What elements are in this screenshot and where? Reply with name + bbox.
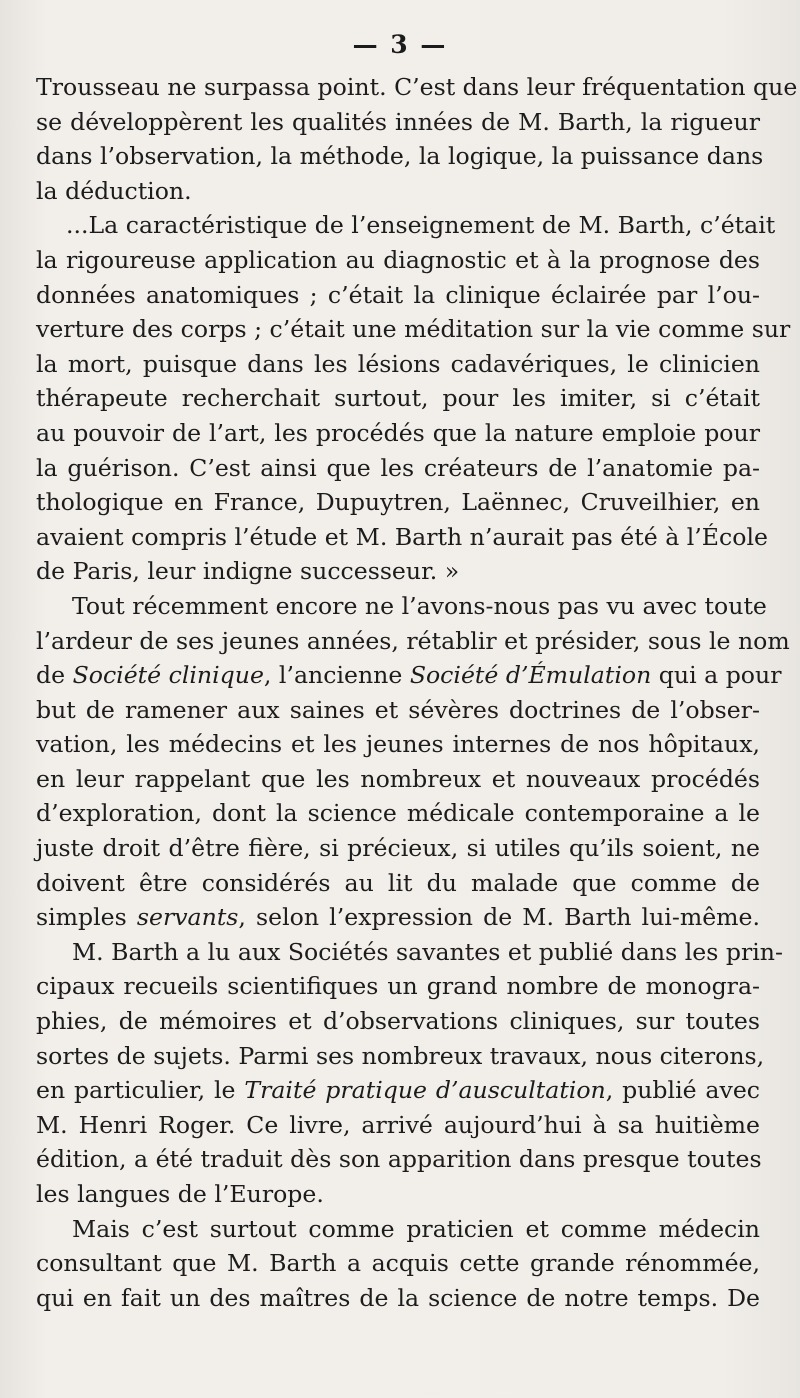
text-line: en leur rappelant que les nombreux et nouveaux procédés: [36, 764, 760, 793]
italic-title: servants: [136, 903, 239, 932]
text-line: [36, 900, 760, 935]
text-line: M. Henri Roger. Ce livre, arrivé aujourd’hui à sa huitième: [36, 1110, 760, 1139]
text-line: au pouvoir de l’art, les procédés que la nature emploie pour: [36, 418, 760, 447]
body-text: [36, 70, 798, 1315]
text-line: la rigoureuse application au diagnostic et à la prognose des: [36, 245, 760, 274]
text-line: verture des corps ; c’était une méditation sur la vie comme sur: [36, 315, 791, 344]
text-line: ...La caractéristique de l’enseignement de M. Barth, c’était: [66, 211, 776, 240]
text-segment: simples: [36, 903, 137, 932]
text-line: thologique en France, Dupuytren, Laënnec, Cruveilhier, en: [36, 488, 760, 517]
text-line: se développèrent les qualités innées de M. Barth, la rigueur: [36, 107, 760, 136]
italic-title: Société d’Émulation: [409, 661, 652, 690]
text-segment: , selon l’expression de M. Barth lui-même.: [238, 903, 760, 932]
text-line: édition, a été traduit dès son apparition dans presque toutes: [36, 1145, 762, 1174]
page-number: — 3 —: [352, 30, 448, 59]
italic-title: Traité pratique d’auscultation: [244, 1076, 606, 1105]
text-line: [36, 658, 782, 693]
text-segment: qui a pour: [651, 661, 782, 690]
text-line: données anatomiques ; c’était la clinique éclairée par l’ou-: [36, 280, 760, 309]
text-line: d’exploration, dont la science médicale contemporaine a le: [36, 799, 760, 828]
text-line: cipaux recueils scientifiques un grand nombre de monogra-: [36, 972, 760, 1001]
text-line: Trousseau ne surpassa point. C’est dans leur fréquentation que: [36, 73, 798, 101]
text-segment: de: [36, 661, 73, 690]
text-line: Tout récemment encore ne l’avons-nous pas vu avec toute: [72, 591, 767, 620]
text-line: consultant que M. Barth a acquis cette grande rénommée,: [36, 1249, 760, 1278]
text-line: la mort, puisque dans les lésions cadavériques, le clinicien: [36, 349, 760, 378]
text-line: qui en fait un des maîtres de la science de notre temps. De: [36, 1283, 760, 1312]
text-line: [36, 1073, 760, 1108]
text-line: M. Barth a lu aux Sociétés savantes et publié dans les prin-: [72, 937, 783, 966]
text-line: sortes de sujets. Parmi ses nombreux travaux, nous citerons,: [36, 1041, 765, 1070]
text-segment: , l’ancienne: [263, 661, 410, 690]
text-line: les langues de l’Europe.: [36, 1180, 324, 1208]
text-line: de Paris, leur indigne successeur. »: [36, 557, 460, 586]
text-line: Mais c’est surtout comme praticien et comme médecin: [72, 1214, 760, 1243]
text-segment: en particulier, le: [36, 1076, 245, 1105]
text-line: avaient compris l’étude et M. Barth n’aurait pas été à l’École: [36, 522, 768, 551]
text-line: doivent être considérés au lit du malade que comme de: [36, 868, 760, 897]
text-line: vation, les médecins et les jeunes internes de nos hôpitaux,: [36, 730, 760, 759]
text-line: l’ardeur de ses jeunes années, rétablir et présider, sous le nom: [36, 626, 790, 655]
italic-title: Société clinique: [72, 661, 264, 690]
text-line: la guérison. C’est ainsi que les créateurs de l’anatomie pa-: [36, 453, 760, 482]
text-segment: , publié avec: [605, 1076, 760, 1105]
text-line: dans l’observation, la méthode, la logique, la puissance dans: [36, 142, 764, 171]
text-line: thérapeute recherchait surtout, pour les imiter, si c’était: [36, 384, 760, 413]
text-line: juste droit d’être fière, si précieux, si utiles qu’ils soient, ne: [36, 834, 760, 863]
text-line: la déduction.: [36, 176, 192, 205]
text-line: phies, de mémoires et d’observations cliniques, sur toutes: [36, 1007, 760, 1036]
text-line: but de ramener aux saines et sévères doctrines de l’obser-: [36, 695, 760, 724]
